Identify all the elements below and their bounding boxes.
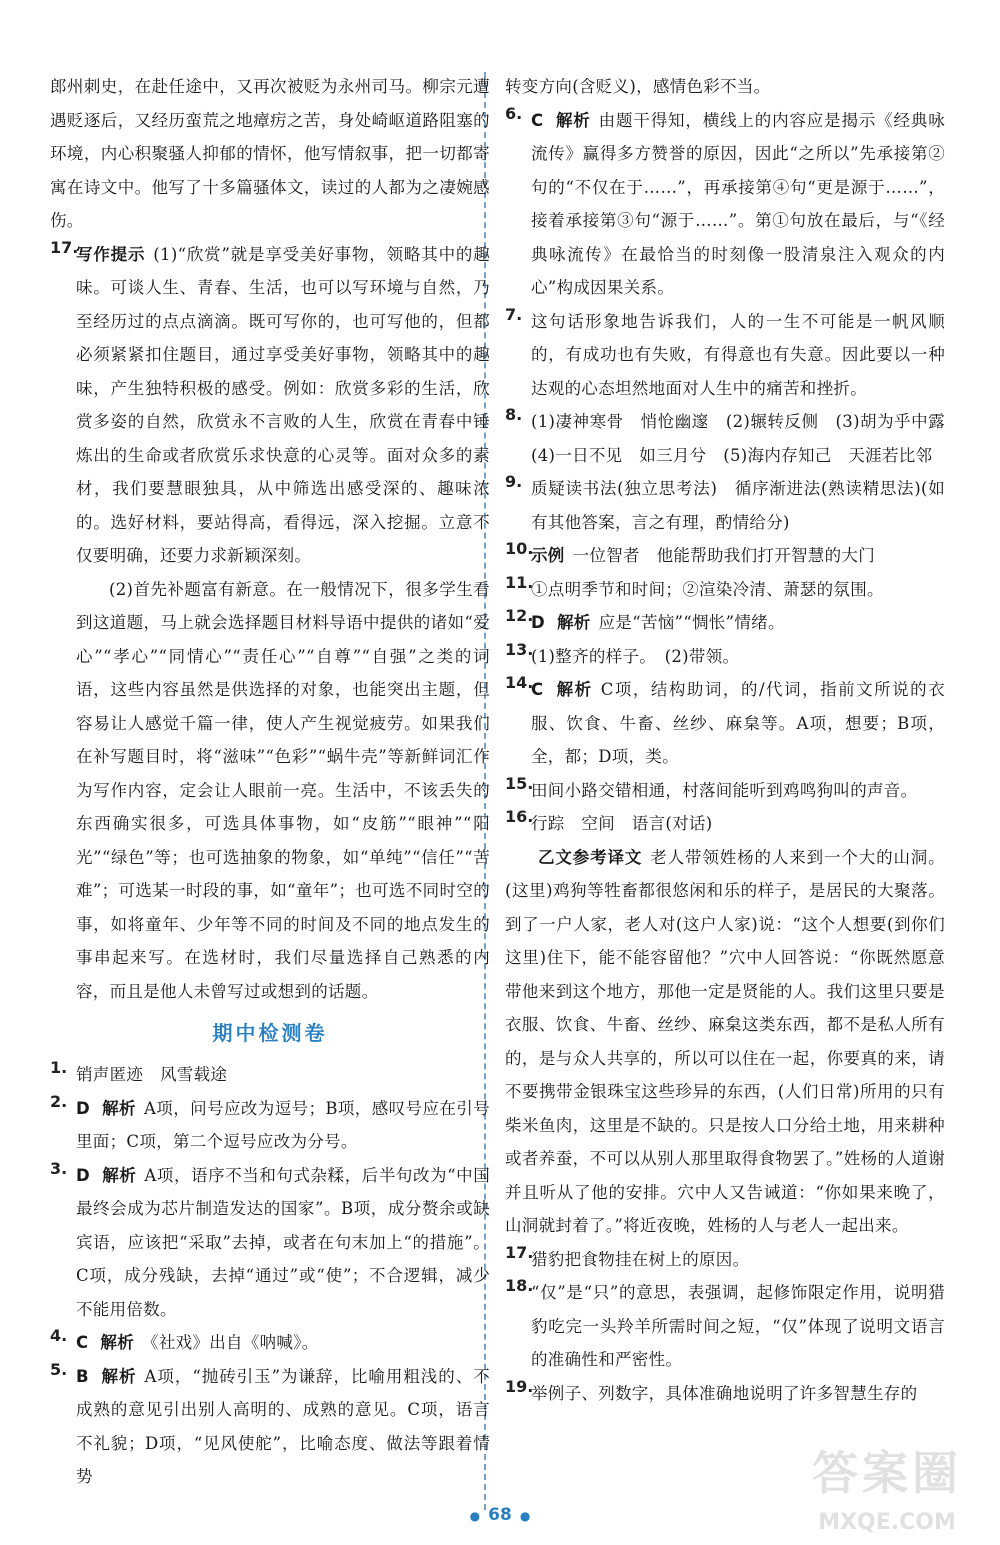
answer-item	[505, 774, 945, 808]
answer-choice: C	[76, 1333, 89, 1352]
answer-item	[505, 606, 945, 640]
answer-number: 9.	[505, 472, 523, 491]
right-column	[505, 70, 962, 1410]
answer-number: 17.	[505, 1242, 534, 1262]
answer-item	[505, 673, 945, 774]
answer-tag: 解析	[102, 1098, 136, 1118]
midterm-answer-list	[50, 1058, 490, 1494]
answer-item	[50, 1326, 490, 1360]
answer-text: 应是“苦恼”“惆怅”情绪。	[598, 613, 785, 632]
answer-item	[50, 1360, 490, 1494]
answer-choice: C	[531, 110, 544, 130]
answer-number: 2.	[50, 1091, 68, 1111]
answer-text: “仅”是“只”的意思，表强调，起修饰限定作用，说明猎豹吃完一头羚羊所需时间之短，“仅”体现了说明文语言的准确性和严密性。	[531, 1283, 945, 1369]
answer-text: C项，结构助词，的/代词，指前文所说的衣服、饮食、牛畜、丝纱、麻枲等。A项，想要；B项，全，都；D项，类。	[531, 680, 946, 766]
answer-text: 销声匿迹 风雪载途	[76, 1065, 228, 1084]
answer-number: 11.	[505, 572, 534, 592]
answer-list-right-2	[505, 1243, 945, 1411]
answer-number: 8.	[505, 405, 523, 424]
question-number: 17.	[50, 237, 79, 257]
answer-text: A项，“抛砖引玉”为谦辞，比喻用粗浅的、不成熟的意见引出别人高明的、成熟的意见。C项，语言不礼貌；D项，“见风使舵”，比喻态度、做法等跟着情势	[76, 1366, 490, 1486]
answer-text: 田间小路交错相通，村落间能听到鸡鸣狗叫的声音。	[531, 780, 918, 800]
answer-number: 15.	[505, 773, 534, 793]
answer-choice: D	[76, 1098, 90, 1118]
answer-text: 猎豹把食物挂在树上的原因。	[531, 1249, 750, 1269]
answer-item	[505, 104, 945, 305]
translation-text: 老人带领姓杨的人来到一个大的山洞。(这里)鸡狗等牲畜都很悠闲和乐的样子，是居民的大聚落。到了一户人家，老人对(这户人家)说：“这个人想要(到你们这里)住下，能不能容留他？”穴中人回答说：“你既然愿意带他来到这个地方，那他一定是贤能的人。我们这里只要是衣服、饮食、牛畜、丝纱、麻枲这类东西，都不是私人所有的，是与众人共享的，所以可以住在一起，你要真的来，请不要携带金银珠宝这些珍异的东西，(人们日常)所用的只有柴米鱼肉，这里是不缺的。只是按人口分给土地，用来耕种或者养蚕，不可以从别人那里取得食物罢了。”姓杨的人道谢并且听从了他的安排。穴中人又告诫道：“你如果来晚了，山洞就封着了。”将近夜晚，姓杨的人与老人一起出来。	[505, 847, 945, 1235]
translation-paragraph	[505, 841, 945, 1243]
answer-choice: D	[76, 1165, 90, 1185]
answer-choice: D	[531, 613, 545, 632]
left-intro-paragraph: 郎州刺史，在赴任途中，又再次被贬为永州司马。柳宗元遭遇贬逐后，又经历蛮荒之地瘴疠之苦，身处崎岖道路阻塞的环境，内心积聚骚人抑郁的情怀，他写情叙事，把一切都寄寓在诗文中。他写了十多篇骚体文，读过的人都为之凄婉感伤。	[50, 77, 490, 230]
answer-item	[505, 305, 945, 406]
answer-tag: 示例	[531, 546, 565, 565]
answer-item	[50, 1159, 490, 1327]
answer-text: 一位智者 他能帮助我们打开智慧的大门	[572, 546, 876, 565]
answer-number: 14.	[505, 673, 534, 692]
answer-tag: 解析	[100, 1333, 135, 1352]
watermark-text: 答案圈	[812, 1446, 962, 1500]
answer-text: A项，语序不当和句式杂糅，后半句改为“中国最终会成为芯片制造发达的国家”。B项，成分赘余或缺宾语，应该把“采取”去掉，或者在句末加上“的措施”。C项，成分残缺，去掉“通过”或“使”；不合逻辑，减少不能用倍数。	[76, 1165, 490, 1319]
translation-label: 乙文参考译文	[538, 847, 643, 867]
answer-text: 这句话形象地告诉我们，人的一生不可能是一帆风顺的，有成功也有失败，有得意也有失意。因此要以一种达观的心态坦然地面对人生中的痛苦和挫折。	[531, 311, 945, 398]
answer-tag: 解析	[555, 680, 593, 699]
answer-text: (1)整齐的样子。 (2)带领。	[531, 646, 740, 666]
section-title: 期中检测卷	[212, 1021, 328, 1045]
writing-tip-part1: (1)“欣赏”就是享受美好事物，领略其中的趣味。可谈人生、青春、生活，也可以写环境与自然，乃至经历过的点点滴滴。既可写你的，也可写他的，但都必须紧紧扣住题目，通过享受美好事物，领略其中的趣味，产生独特积极的感受。例如：欣赏多彩的生活，欣赏多姿的自然，欣赏永不言败的人生，欣赏在青春中锤炼出的生命或者欣赏乐求快意的心灵等。面对众多的素材，我们要慧眼独具，从中筛选出感受深的、趣味浓的。选好材料，要站得高，看得远，深入挖掘。立意不仅要明确，还要力求新颖深刻。	[76, 244, 491, 565]
answer-tag: 解析	[555, 110, 591, 130]
answer-item	[505, 1377, 945, 1411]
answer-text: 《社戏》出自《呐喊》。	[142, 1333, 319, 1352]
answer-number: 1.	[50, 1058, 68, 1077]
answer-item	[505, 640, 945, 674]
watermark-logo	[792, 1443, 982, 1535]
answer-text: A项，问号应改为逗号；B项，感叹号应在引号里面；C项，第二个逗号应改为分号。	[76, 1098, 490, 1151]
answer-number: 18.	[505, 1276, 534, 1295]
answer-item	[505, 405, 962, 472]
answer-list-right	[505, 103, 962, 841]
writing-tip-label: 写作提示	[76, 244, 146, 264]
answer-text: 举例子、列数字，具体准确地说明了许多智慧生存的	[531, 1383, 918, 1403]
page-dot-icon: ●	[519, 1509, 531, 1523]
answer-number: 12.	[505, 606, 534, 625]
answer-choice: B	[76, 1366, 89, 1386]
answer-item	[505, 807, 945, 841]
answer-tag: 解析	[557, 613, 591, 632]
answer-number: 10.	[505, 539, 534, 558]
answer-text: (1)凄神寒骨 悄怆幽邃 (2)辗转反侧 (3)胡为乎中露 (4)一日不见 如三月兮 (5)海内存知己 天涯若比邻	[531, 412, 962, 465]
answer-tag: 解析	[100, 1366, 137, 1386]
answer-item	[50, 1092, 490, 1159]
answer-text: 行踪 空间 语言(对话)	[531, 814, 713, 833]
answer-number: 3.	[50, 1158, 68, 1178]
left-column	[50, 70, 490, 1494]
answer-number: 13.	[505, 639, 534, 659]
answer-item	[505, 472, 945, 539]
answer-choice: C	[531, 680, 544, 699]
answer-item	[505, 539, 945, 573]
writing-tip-part2: (2)首先补题富有新意。在一般情况下，很多学生看到这道题，马上就会选择题目材料导语中提供的诸如“爱心”“孝心”“同情心”“责任心”“自尊”“自强”之类的词语，这些内容虽然是供选择的对象，也能突出主题，但容易让人感觉千篇一律，使人产生视觉疲劳。如果我们在补写题目时，将“滋味”“色彩”“蜗牛壳”等新鲜词汇作为写作内容，定会让人眼前一亮。生活中，不该丢失的东西确实很多，可选具体事物，如“皮筋”“眼神”“阳光”“绿色”等；也可选抽象的物象，如“单纯”“信任”“苦难”；可选某一时段的事，如“童年”；也可选不同时空的事，如将童年、少年等不同的时间及不同的地点发生的事串起来写。在选材时，我们尽量选择自己熟悉的内容，而且是他人未曾写过或想到的话题。	[76, 579, 490, 1001]
page-number-text: 68	[488, 1505, 512, 1525]
answer-text: 质疑读书法(独立思考法) 循序渐进法(熟读精思法)(如有其他答案，言之有理，酌情给分)	[531, 479, 945, 532]
answer-tag: 解析	[102, 1165, 137, 1185]
answer-text: ①点明季节和时间；②渲染冷清、萧瑟的氛围。	[531, 579, 884, 599]
answer-item	[505, 1276, 945, 1377]
answer-number: 5.	[50, 1359, 68, 1379]
answer-item	[505, 1243, 945, 1277]
watermark-url: MXQE.COM	[818, 1510, 956, 1535]
question-17-writing	[50, 238, 490, 1009]
answer-text: 由题干得知，横线上的内容应是揭示《经典咏流传》赢得多方赞誉的原因，因此“之所以”先承接第②句的“不仅在于……”，再承接第④句“更是源于……”，接着承接第③句“源于……”。第①句放在最后，与“《经典咏流传》在最恰当的时刻像一股清泉注入观众的内心”构成因果关系。	[531, 110, 945, 297]
answer-number: 7.	[505, 304, 523, 324]
answer-item	[50, 1058, 490, 1092]
answer-number: 16.	[505, 807, 534, 826]
answer-number: 19.	[505, 1376, 534, 1396]
answer-item	[505, 573, 945, 607]
answer-number: 6.	[505, 103, 523, 123]
answer-number: 4.	[50, 1326, 68, 1345]
continued-text: 转变方向(含贬义)，感情色彩不当。	[505, 77, 771, 96]
page-dot-icon: ●	[469, 1509, 481, 1523]
